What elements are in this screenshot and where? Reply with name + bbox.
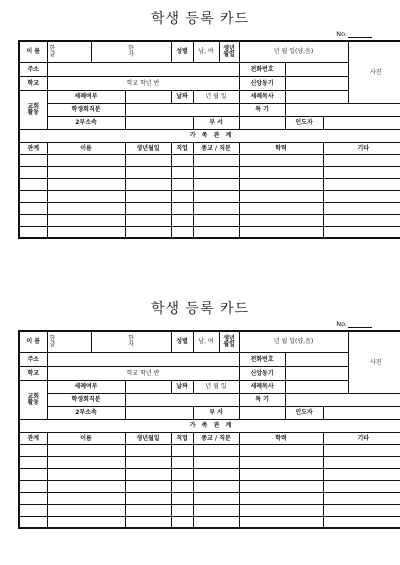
baptism-label: 세례여부 bbox=[47, 380, 125, 393]
gender-label: 성별 bbox=[171, 41, 193, 62]
family-cell-birth[interactable] bbox=[125, 480, 171, 492]
family-section-header: 가 족 관 계 bbox=[19, 419, 400, 432]
family-cell-etc[interactable] bbox=[323, 178, 400, 190]
family-row bbox=[19, 178, 400, 190]
family-cell-relation[interactable] bbox=[19, 178, 47, 190]
family-cell-religion[interactable] bbox=[193, 214, 239, 226]
family-cell-religion[interactable] bbox=[193, 516, 239, 528]
family-header-job: 직업 bbox=[171, 142, 193, 154]
family-header-religion: 종교 / 직분 bbox=[193, 432, 239, 444]
family-cell-birth[interactable] bbox=[125, 516, 171, 528]
birth-label: 생년 월일 bbox=[219, 41, 239, 62]
phone-label: 전화번호 bbox=[239, 352, 285, 366]
family-rows bbox=[19, 444, 400, 528]
family-cell-relation[interactable] bbox=[19, 202, 47, 214]
family-cell-name[interactable] bbox=[47, 444, 125, 456]
date-value[interactable]: 년 월 일 bbox=[193, 90, 239, 103]
family-cell-education[interactable] bbox=[239, 214, 323, 226]
family-header-education: 학력 bbox=[239, 142, 323, 154]
family-cell-job[interactable] bbox=[171, 166, 193, 178]
family-cell-etc[interactable] bbox=[323, 504, 400, 516]
family-cell-education[interactable] bbox=[239, 166, 323, 178]
family-header-name: 이름 bbox=[47, 432, 125, 444]
family-cell-relation[interactable] bbox=[19, 214, 47, 226]
registration-card-1 bbox=[0, 8, 400, 268]
family-cell-relation[interactable] bbox=[19, 504, 47, 516]
family-row bbox=[19, 190, 400, 202]
family-cell-education[interactable] bbox=[239, 226, 323, 238]
specialty-label: 특 기 bbox=[239, 103, 285, 116]
family-header-relation: 관계 bbox=[19, 432, 47, 444]
family-cell-etc[interactable] bbox=[323, 492, 400, 504]
family-cell-religion[interactable] bbox=[193, 166, 239, 178]
gender-label: 성별 bbox=[171, 331, 193, 352]
family-cell-etc[interactable] bbox=[323, 468, 400, 480]
school-label: 학교 bbox=[19, 366, 47, 380]
family-cell-birth[interactable] bbox=[125, 190, 171, 202]
family-cell-religion[interactable] bbox=[193, 190, 239, 202]
gender-options[interactable]: 남, 여 bbox=[193, 331, 219, 352]
faith-label: 신앙동기 bbox=[239, 76, 285, 90]
family-header-religion: 종교 / 직분 bbox=[193, 142, 239, 154]
family-cell-job[interactable] bbox=[171, 154, 193, 166]
family-cell-etc[interactable] bbox=[323, 480, 400, 492]
family-cell-religion[interactable] bbox=[193, 456, 239, 468]
family-row bbox=[19, 480, 400, 492]
phone-field[interactable] bbox=[285, 352, 348, 366]
faith-field[interactable] bbox=[285, 366, 348, 380]
name-label: 이 름 bbox=[19, 331, 47, 352]
faith-label: 신앙동기 bbox=[239, 366, 285, 380]
number-label: No. bbox=[336, 320, 372, 328]
family-cell-etc[interactable] bbox=[323, 226, 400, 238]
family-cell-education[interactable] bbox=[239, 456, 323, 468]
student-position-field[interactable] bbox=[125, 393, 239, 406]
school-value[interactable]: 학교 학년 반 bbox=[47, 366, 239, 380]
family-cell-relation[interactable] bbox=[19, 480, 47, 492]
photo-box: 사진 bbox=[348, 331, 400, 393]
family-row bbox=[19, 504, 400, 516]
family-cell-religion[interactable] bbox=[193, 444, 239, 456]
family-header-relation: 관계 bbox=[19, 142, 47, 154]
family-cell-name[interactable] bbox=[47, 202, 125, 214]
date-value[interactable]: 년 월 일 bbox=[193, 380, 239, 393]
baptism-field[interactable] bbox=[125, 90, 171, 103]
family-cell-birth[interactable] bbox=[125, 154, 171, 166]
family-cell-job[interactable] bbox=[171, 190, 193, 202]
family-row bbox=[19, 202, 400, 214]
birth-value[interactable]: 년 월 일(양,음) bbox=[239, 41, 348, 62]
family-cell-religion[interactable] bbox=[193, 480, 239, 492]
family-row bbox=[19, 166, 400, 178]
name-hangul-cell[interactable]: 한 글 bbox=[47, 331, 91, 352]
family-cell-education[interactable] bbox=[239, 492, 323, 504]
family-cell-relation[interactable] bbox=[19, 516, 47, 528]
family-cell-job[interactable] bbox=[171, 516, 193, 528]
family-cell-religion[interactable] bbox=[193, 468, 239, 480]
family-cell-religion[interactable] bbox=[193, 226, 239, 238]
family-header-birth: 생년월일 bbox=[125, 432, 171, 444]
phone-field[interactable] bbox=[285, 62, 348, 76]
family-header-name: 이름 bbox=[47, 142, 125, 154]
card-title: 학생 등록 카드 bbox=[150, 301, 250, 317]
date-label: 날짜 bbox=[171, 380, 193, 393]
family-cell-birth[interactable] bbox=[125, 456, 171, 468]
family-cell-relation[interactable] bbox=[19, 190, 47, 202]
family-cell-birth[interactable] bbox=[125, 504, 171, 516]
family-cell-education[interactable] bbox=[239, 444, 323, 456]
family-row bbox=[19, 154, 400, 166]
specialty-field[interactable] bbox=[285, 103, 400, 116]
family-cell-name[interactable] bbox=[47, 226, 125, 238]
dept-label: 부 서 bbox=[193, 406, 239, 419]
family-cell-etc[interactable] bbox=[323, 444, 400, 456]
family-header-etc: 기타 bbox=[323, 432, 400, 444]
secondary-dept-label: 2부소속 bbox=[47, 116, 125, 129]
guide-label: 인도자 bbox=[285, 406, 323, 419]
baptism-field[interactable] bbox=[125, 380, 171, 393]
registration-form-table bbox=[18, 330, 400, 529]
family-cell-education[interactable] bbox=[239, 468, 323, 480]
family-cell-name[interactable] bbox=[47, 166, 125, 178]
baptism-pastor-field[interactable] bbox=[285, 90, 348, 103]
family-cell-birth[interactable] bbox=[125, 166, 171, 178]
family-cell-job[interactable] bbox=[171, 456, 193, 468]
family-cell-relation[interactable] bbox=[19, 226, 47, 238]
dept-label: 부 서 bbox=[193, 116, 239, 129]
family-cell-etc[interactable] bbox=[323, 166, 400, 178]
address-label: 주소 bbox=[19, 62, 47, 76]
family-cell-name[interactable] bbox=[47, 516, 125, 528]
name-hanja-cell[interactable]: 한 자 bbox=[91, 331, 171, 352]
family-cell-education[interactable] bbox=[239, 202, 323, 214]
date-label: 날짜 bbox=[171, 90, 193, 103]
name-label: 이 름 bbox=[19, 41, 47, 62]
family-cell-etc[interactable] bbox=[323, 214, 400, 226]
gender-options[interactable]: 남, 여 bbox=[193, 41, 219, 62]
dept-field[interactable] bbox=[239, 116, 285, 129]
family-cell-etc[interactable] bbox=[323, 202, 400, 214]
family-cell-name[interactable] bbox=[47, 504, 125, 516]
family-cell-etc[interactable] bbox=[323, 190, 400, 202]
family-row bbox=[19, 456, 400, 468]
family-cell-relation[interactable] bbox=[19, 456, 47, 468]
baptism-pastor-label: 세례목사 bbox=[239, 90, 285, 103]
family-header-education: 학력 bbox=[239, 432, 323, 444]
secondary-dept-label: 2부소속 bbox=[47, 406, 125, 419]
faith-field[interactable] bbox=[285, 76, 348, 90]
family-row bbox=[19, 226, 400, 238]
family-cell-job[interactable] bbox=[171, 480, 193, 492]
birth-label: 생년 월일 bbox=[219, 331, 239, 352]
family-cell-name[interactable] bbox=[47, 456, 125, 468]
family-cell-religion[interactable] bbox=[193, 492, 239, 504]
specialty-field[interactable] bbox=[285, 393, 400, 406]
registration-card-2 bbox=[0, 298, 400, 558]
family-header-birth: 생년월일 bbox=[125, 142, 171, 154]
family-cell-relation[interactable] bbox=[19, 468, 47, 480]
name-hanja-cell[interactable]: 한 자 bbox=[91, 41, 171, 62]
family-cell-birth[interactable] bbox=[125, 492, 171, 504]
family-cell-birth[interactable] bbox=[125, 444, 171, 456]
family-cell-job[interactable] bbox=[171, 444, 193, 456]
family-cell-job[interactable] bbox=[171, 202, 193, 214]
guide-field[interactable] bbox=[323, 116, 400, 129]
family-cell-name[interactable] bbox=[47, 154, 125, 166]
family-cell-relation[interactable] bbox=[19, 444, 47, 456]
school-value[interactable]: 학교 학년 반 bbox=[47, 76, 239, 90]
family-cell-religion[interactable] bbox=[193, 504, 239, 516]
family-header-etc: 기타 bbox=[323, 142, 400, 154]
family-cell-etc[interactable] bbox=[323, 456, 400, 468]
family-row bbox=[19, 444, 400, 456]
secondary-dept-field[interactable] bbox=[125, 116, 193, 129]
family-cell-job[interactable] bbox=[171, 504, 193, 516]
family-row bbox=[19, 468, 400, 480]
family-cell-relation[interactable] bbox=[19, 154, 47, 166]
family-cell-name[interactable] bbox=[47, 178, 125, 190]
family-cell-job[interactable] bbox=[171, 468, 193, 480]
student-position-field[interactable] bbox=[125, 103, 239, 116]
number-label: No. bbox=[336, 30, 372, 38]
school-label: 학교 bbox=[19, 76, 47, 90]
baptism-pastor-label: 세례목사 bbox=[239, 380, 285, 393]
birth-value[interactable]: 년 월 일(양,음) bbox=[239, 331, 348, 352]
family-cell-name[interactable] bbox=[47, 492, 125, 504]
guide-field[interactable] bbox=[323, 406, 400, 419]
address-label: 주소 bbox=[19, 352, 47, 366]
family-cell-education[interactable] bbox=[239, 504, 323, 516]
secondary-dept-field[interactable] bbox=[125, 406, 193, 419]
family-cell-education[interactable] bbox=[239, 154, 323, 166]
family-rows bbox=[19, 154, 400, 238]
specialty-label: 특 기 bbox=[239, 393, 285, 406]
registration-form-table bbox=[18, 40, 400, 239]
family-cell-birth[interactable] bbox=[125, 202, 171, 214]
family-cell-education[interactable] bbox=[239, 178, 323, 190]
student-position-label: 학생회직분 bbox=[47, 393, 125, 406]
family-cell-birth[interactable] bbox=[125, 214, 171, 226]
family-cell-job[interactable] bbox=[171, 492, 193, 504]
baptism-pastor-field[interactable] bbox=[285, 380, 348, 393]
family-cell-job[interactable] bbox=[171, 178, 193, 190]
family-cell-job[interactable] bbox=[171, 226, 193, 238]
family-cell-birth[interactable] bbox=[125, 468, 171, 480]
family-cell-religion[interactable] bbox=[193, 202, 239, 214]
family-row bbox=[19, 492, 400, 504]
family-cell-etc[interactable] bbox=[323, 516, 400, 528]
family-cell-education[interactable] bbox=[239, 480, 323, 492]
family-header-job: 직업 bbox=[171, 432, 193, 444]
dept-field[interactable] bbox=[239, 406, 285, 419]
family-row bbox=[19, 214, 400, 226]
baptism-label: 세례여부 bbox=[47, 90, 125, 103]
family-cell-name[interactable] bbox=[47, 468, 125, 480]
guide-label: 인도자 bbox=[285, 116, 323, 129]
name-hangul-cell[interactable]: 한 글 bbox=[47, 41, 91, 62]
family-section-header: 가 족 관 계 bbox=[19, 129, 400, 142]
family-cell-relation[interactable] bbox=[19, 492, 47, 504]
family-cell-birth[interactable] bbox=[125, 178, 171, 190]
card-title: 학생 등록 카드 bbox=[150, 11, 250, 27]
family-cell-birth[interactable] bbox=[125, 226, 171, 238]
family-cell-relation[interactable] bbox=[19, 166, 47, 178]
address-field[interactable] bbox=[47, 62, 239, 76]
family-cell-name[interactable] bbox=[47, 480, 125, 492]
family-row bbox=[19, 516, 400, 528]
family-cell-etc[interactable] bbox=[323, 154, 400, 166]
family-cell-education[interactable] bbox=[239, 516, 323, 528]
family-cell-name[interactable] bbox=[47, 190, 125, 202]
family-cell-education[interactable] bbox=[239, 190, 323, 202]
family-cell-religion[interactable] bbox=[193, 154, 239, 166]
address-field[interactable] bbox=[47, 352, 239, 366]
photo-box: 사진 bbox=[348, 41, 400, 103]
family-cell-job[interactable] bbox=[171, 214, 193, 226]
church-activity-label: 교회 활동 bbox=[19, 380, 47, 419]
family-cell-religion[interactable] bbox=[193, 178, 239, 190]
student-position-label: 학생회직분 bbox=[47, 103, 125, 116]
family-cell-name[interactable] bbox=[47, 214, 125, 226]
church-activity-label: 교회 활동 bbox=[19, 90, 47, 129]
phone-label: 전화번호 bbox=[239, 62, 285, 76]
